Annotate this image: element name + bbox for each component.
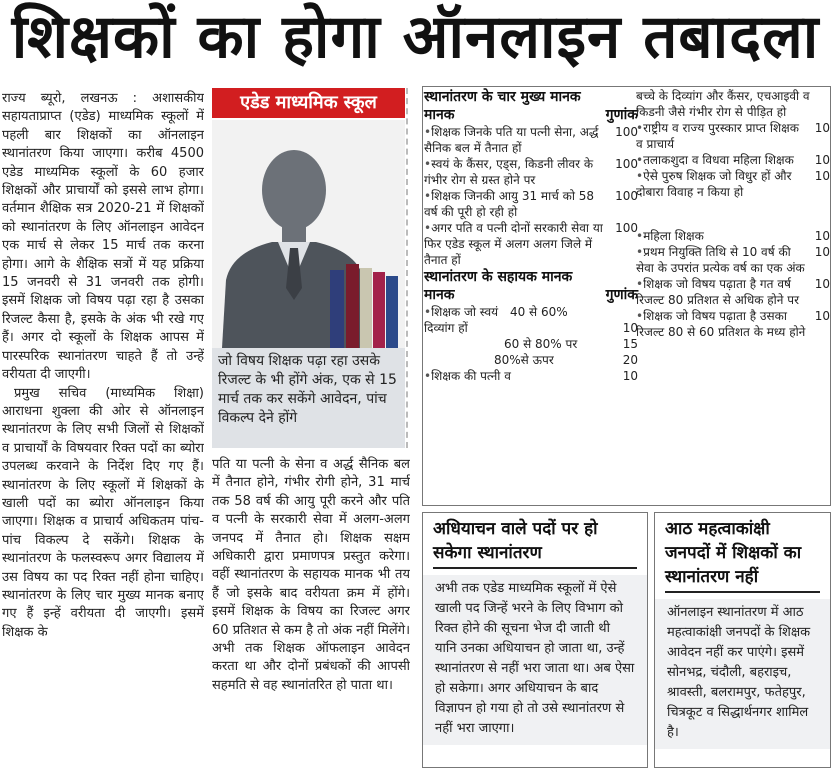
headline: शिक्षकों का होगा ऑनलाइन तबादला bbox=[11, 2, 820, 72]
teacher-illustration bbox=[212, 120, 405, 348]
main-criteria-columns bbox=[424, 106, 638, 124]
left-paragraph-2: प्रमुख सचिव (माध्यमिक शिक्षा) आराधना शुक्ला की ओर से ऑनलाइन स्थानांतरण के लिए सभी जिलों से शिक्षकों व प्राचार्यों के विषयवार रिक्त पदों का ब्योरा उपलब्ध करवाने के निर्देश दिए गए हैं। स्थानांतरण के लिए स्कूलों में शिक्षकों के खाली पदों का ब्योरा ऑनलाइन किया जाएगा। शिक्षक व प्राचार्य अधिकतम पांच-पांच विकल्प दे सकेंगे। शिक्षक के स्थानांतरण के फलस्वरूप अगर विद्यालय में उस विषय का पद रिक्त नहीं होना चाहिए। स्थानांतरण के लिए चार मुख्य मानक बनाए गए हैं इन्हें वरीयता दी जाएगी। इसमें शिक्षक के bbox=[2, 385, 204, 640]
aspirational-box-title: आठ महत्वाकांक्षी जनपदों में शिक्षकों का स्थानांतरण नहीं bbox=[665, 519, 802, 587]
criteria-main-section bbox=[424, 88, 638, 384]
main-criterion: • शिक्षक जिनकी आयु 31 मार्च को 58 वर्ष की पूरी हो रही हो 100 bbox=[424, 188, 638, 220]
person-silhouette-icon bbox=[212, 120, 405, 348]
aux-criteria-columns: मानक गुणांक bbox=[424, 287, 638, 303]
left-column bbox=[2, 90, 204, 768]
box-rule bbox=[433, 567, 637, 569]
aux-criterion: • शिक्षक की पत्नी व 10 bbox=[424, 368, 638, 384]
left-paragraph-1: राज्य ब्यूरो, लखनऊ : अशासकीय सहायताप्राप्त (एडेड) माध्यमिक स्कूलों में पहली बार शिक्षकों का ऑनलाइन स्थानांतरण किया जाएगा। करीब 4500 एडेड माध्यमिक स्कूलों के 60 हजार शिक्षकों और प्राचार्यों को इससे लाभ होगा। वर्तमान शैक्षिक सत्र 2020-21 में शिक्षकों को स्थानांतरण के लिए ऑनलाइन आवेदन एक मार्च से लेकर 15 मार्च तक करना होगा। आगे के शैक्षिक सत्रों में यह प्रक्रिया 15 जनवरी से 31 जनवरी तक होगी। इसमें शिक्षक जो विषय पढ़ा रहा है उसका रिजल्ट कैसा है, इसके के अंक भी रखे गए हैं। अगर दो स्कूलों के शिक्षक आपस में पारस्परिक स्थानांतरण चाहते हैं तो उन्हें वरीयता दी जाएगी। bbox=[2, 91, 204, 383]
box-rule bbox=[665, 591, 820, 593]
aspirational-box-body: ऑनलाइन स्थानांतरण में आठ महत्वाकांक्षी जनपदों के शिक्षक आवेदन नहीं कर पाएंगे। इसमें सोनभद्र, चंदौली, बहराइच, श्रावस्ती, बलरामपुर, फतेहपुर, चित्रकूट व सिद्धार्थनगर शामिल है। bbox=[655, 599, 830, 749]
aux-intro: बच्चे के दिव्यांग और कैंसर, एचआइवी व किडनी जैसे गंभीर रोग से पीड़ित हो bbox=[636, 89, 810, 119]
main-criterion: • स्वयं के कैंसर, एड्स, किडनी लीवर के गंभीर रोग से ग्रस्त होने पर 100 bbox=[424, 156, 638, 188]
requisition-box-title: अधियाचन वाले पदों पर हो सकेगा स्थानांतरण bbox=[433, 519, 598, 563]
requisition-box bbox=[422, 512, 648, 768]
photo-caption: जो विषय शिक्षक पढ़ा रहा उसके रिजल्ट के भी होंगे अंक, एक से 15 मार्च तक कर सकेंगे आवेदन, पांच विकल्प देने होंगे bbox=[212, 348, 405, 448]
aux-criterion: • राष्ट्रीय व राज्य पुरस्कार प्राप्त शिक्षक व प्राचार्य 10 bbox=[636, 120, 830, 152]
section-label: एडेड माध्यमिक स्कूल bbox=[212, 88, 405, 118]
criteria-aux-section bbox=[636, 88, 830, 340]
aux-criterion: • शिक्षक जो स्वयं 40 से 60% bbox=[424, 304, 638, 320]
aux-criterion: • महिला शिक्षक 10 bbox=[636, 228, 830, 244]
aux-criterion: 60 से 80% पर 15 bbox=[504, 337, 638, 351]
aux-criterion: • तलाकशुदा व विधवा महिला शिक्षक 10 bbox=[636, 152, 830, 168]
main-criterion: • अगर पति व पत्नी दोनों सरकारी सेवा या फिर एडेड स्कूल में अलग अलग जिले में तैनात हों 100 bbox=[424, 220, 638, 268]
requisition-box-body: अभी तक एडेड माध्यमिक स्कूलों में ऐसे खाली पद जिन्हें भरने के लिए विभाग को रिक्त होने की सूचना भेज दी जाती थी यानि उनका अधियाचन हो जाता था, उन्हें स्थानांतरण से नहीं भरा जाता था। अब ऐसा हो सकेगा। अगर अधियाचन के बाद विज्ञापन हो गया हो तो उसे स्थानांतरण से नहीं भरा जाएगा। bbox=[423, 575, 647, 745]
aux-criterion: • ऐसे पुरुष शिक्षक जो विधुर हों और दोबारा विवाह न किया हो 10 bbox=[636, 168, 830, 200]
aux-criterion: • शिक्षक जो विषय पढ़ाता है उसका रिजल्ट 80 से 60 प्रतिशत के मध्य होने 10 bbox=[636, 308, 830, 340]
column-standard: मानक bbox=[424, 107, 455, 123]
main-criteria-heading: स्थानांतरण के चार मुख्य मानक bbox=[424, 89, 581, 105]
aux-criteria-heading: स्थानांतरण के सहायक मानक bbox=[424, 269, 573, 285]
aux-criterion: 80%से ऊपर 20 bbox=[494, 353, 638, 367]
aux-criterion: • प्रथम नियुक्ति तिथि से 10 वर्ष की सेवा के उपरांत प्रत्येक वर्ष का एक अंक 10 bbox=[636, 244, 830, 276]
middle-column: पति या पत्नी के सेना व अर्द्ध सैनिक बल में तैनात होने, गंभीर रोगी होने, 31 मार्च तक 58 वर्ष की आयु पूरी करने और पति व पत्नी के सरकारी सेवा में अलग-अलग जनपद में तैनात हो। शिक्षक सक्षम अधिकारी द्वारा प्रमाणपत्र प्रस्तुत करेगा। वहीं स्थानांतरण के सहायक मानक भी तय हैं जो इसके बाद वरीयता क्रम में होंगे। इसमें शिक्षक के विषय का रिजल्ट अगर 60 प्रतिशत से कम है तो अंक नहीं मिलेंगे। अभी तक शिक्षक ऑफलाइन आवेदन करता था और दोनों प्रबंधकों की आपसी सहमति से वह स्थानांतरित हो पाता था। bbox=[212, 457, 410, 693]
main-criterion: • शिक्षक जिनके पति या पत्नी सेना, अर्द्ध सैनिक बल में तैनात हों 100 bbox=[424, 124, 638, 156]
column-divider bbox=[406, 88, 408, 448]
aux-criterion: दिव्यांग हों 10 bbox=[424, 321, 638, 335]
aux-criterion: • शिक्षक जो विषय पढ़ाता है गत वर्ष रिजल्ट 80 प्रतिशत से अधिक होने पर 10 bbox=[636, 276, 830, 308]
column-points: गुणांक bbox=[605, 107, 638, 123]
aspirational-box bbox=[654, 512, 831, 768]
